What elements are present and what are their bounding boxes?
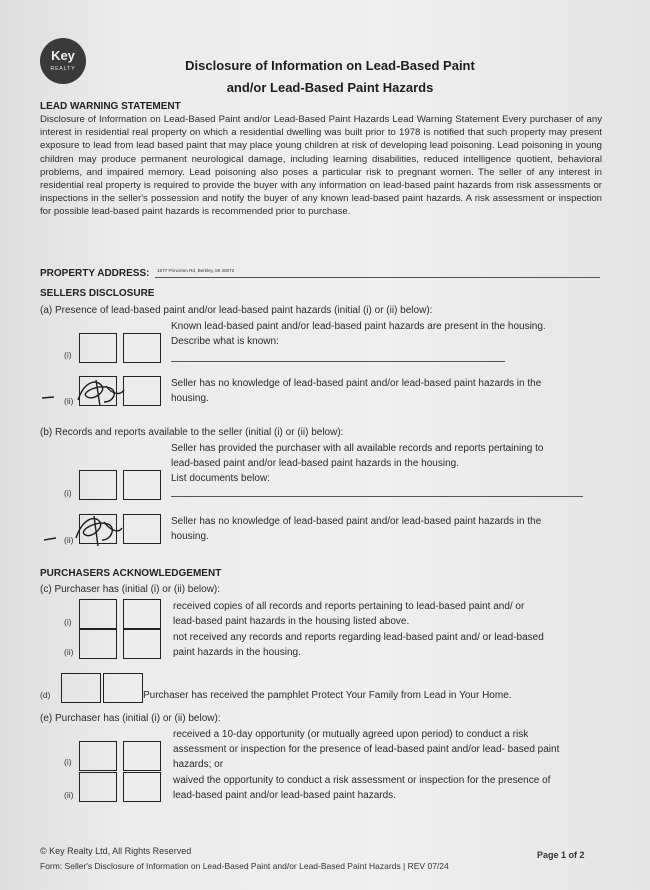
purchasers-c-ii-label: (ii) — [64, 647, 74, 657]
sellers-b-i-text3: List documents below: — [171, 473, 270, 484]
purchasers-c-i-text1: received copies of all records and reports pertaining to lead-based paint and/ or — [173, 601, 525, 612]
purchasers-d-buyer2-initial-box[interactable] — [103, 673, 143, 703]
sellers-b-i-label: (i) — [64, 488, 72, 498]
purchasers-d-buyer1-initial-box[interactable] — [61, 673, 101, 703]
sellers-a-i-seller2-initial-box[interactable] — [123, 333, 161, 363]
footer-page-number: Page 1 of 2 — [537, 850, 585, 860]
logo-subtext: REALTY — [50, 66, 76, 72]
purchasers-e-ii-text2: lead-based paint and/or lead-based paint hazards. — [173, 790, 396, 801]
sellers-b-ii-label: (ii) — [64, 535, 74, 545]
logo-text: Key — [51, 48, 75, 63]
footer-copyright: © Key Realty Ltd, All Rights Reserved — [40, 846, 192, 856]
purchasers-c-i-buyer2-initial-box[interactable] — [123, 599, 161, 629]
sellers-a-i-text2: Describe what is known: — [171, 336, 279, 347]
sellers-b-i-seller1-initial-box[interactable] — [79, 470, 117, 500]
purchasers-c-ii-buyer1-initial-box[interactable] — [79, 629, 117, 659]
page-title-line1: Disclosure of Information on Lead-Based Paint — [185, 58, 475, 73]
sellers-a-ii-text2: housing. — [171, 393, 209, 404]
sellers-b-ii-text2: housing. — [171, 531, 209, 542]
sellers-a-ii-label: (ii) — [64, 396, 74, 406]
sellers-b-i-text2: lead-based paint and/or lead-based paint hazards in the housing. — [171, 458, 459, 469]
footer-form-info: Form: Seller's Disclosure of Information on Lead-Based Paint and/or Lead-Based Paint Hazards | REV 07/24 — [40, 861, 449, 871]
purchasers-c-ii-text1: not received any records and reports regarding lead-based paint and/ or lead-based — [173, 632, 544, 643]
sellers-a-describe-line[interactable] — [171, 361, 505, 362]
purchasers-heading: PURCHASERS ACKNOWLEDGEMENT — [40, 568, 222, 579]
sellers-disclosure-heading: SELLERS DISCLOSURE — [40, 288, 155, 299]
sellers-b-i-text1: Seller has provided the purchaser with all available records and reports pertaining to — [171, 443, 544, 454]
purchasers-e-i-text3: hazards; or — [173, 759, 224, 770]
purchasers-e-ii-text1: waived the opportunity to conduct a risk assessment or inspection for the presence of — [173, 775, 551, 786]
purchasers-e-i-buyer2-initial-box[interactable] — [123, 741, 161, 771]
purchasers-c-ii-text2: paint hazards in the housing. — [173, 647, 301, 658]
purchasers-d-text: Purchaser has received the pamphlet Protect Your Family from Lead in Your Home. — [143, 690, 512, 701]
purchasers-e-ii-buyer2-initial-box[interactable] — [123, 772, 161, 802]
property-address-line — [155, 277, 600, 278]
property-address-value[interactable]: 1977 Princeton Rd, Berkley, MI 48072 — [157, 268, 235, 273]
sellers-a-ii-text1: Seller has no knowledge of lead-based paint and/or lead-based paint hazards in the — [171, 378, 542, 389]
property-address-label: PROPERTY ADDRESS: — [40, 268, 150, 279]
purchasers-e-prompt: (e) Purchaser has (initial (i) or (ii) below): — [40, 713, 221, 724]
purchasers-e-i-buyer1-initial-box[interactable] — [79, 741, 117, 771]
purchasers-e-ii-label: (ii) — [64, 790, 74, 800]
purchasers-e-i-label: (i) — [64, 757, 72, 767]
sellers-b-ii-initials-signature — [40, 508, 130, 550]
sellers-a-i-label: (i) — [64, 350, 72, 360]
sellers-a-ii-initials-signature — [40, 372, 130, 412]
page-title-line2: and/or Lead-Based Paint Hazards — [226, 80, 434, 95]
purchasers-c-i-text2: lead-based paint hazards in the housing listed above. — [173, 616, 410, 627]
key-realty-logo — [40, 38, 86, 84]
purchasers-e-ii-buyer1-initial-box[interactable] — [79, 772, 117, 802]
sellers-b-ii-text1: Seller has no knowledge of lead-based paint and/or lead-based paint hazards in the — [171, 516, 542, 527]
sellers-a-i-text1: Known lead-based paint and/or lead-based paint hazards are present in the housing. — [171, 321, 546, 332]
purchasers-d-label: (d) — [40, 690, 51, 700]
sellers-a-i-seller1-initial-box[interactable] — [79, 333, 117, 363]
sellers-a-prompt: (a) Presence of lead-based paint and/or lead-based paint hazards (initial (i) or (ii) below): — [40, 305, 433, 316]
purchasers-c-ii-buyer2-initial-box[interactable] — [123, 629, 161, 659]
lead-warning-body: Disclosure of Information on Lead-Based Paint and/or Lead-Based Paint Hazards Lead Warning Statement Every purchaser of any interest in residential real property on which a residential dwelling was built prior to 1978 is notified that such property may present exposure to lead from lead based paint that may place young children at risk of developing lead poisoning. Lead poisoning in young children may produce permanent neurological damage, including learning disabilities, reduced intelligence quotient, behavioral problems, and impaired memory. Lead poisoning also poses a particular risk to pregnant women. The seller of any interest in residential real property is required to provide the buyer with any information on lead-based paint hazards from risk assessments or inspections in the seller's possession and notify the buyer of any known lead-based paint hazards. A risk assessment or inspection for possible lead-based paint hazards is recommended prior to purchase. — [40, 114, 602, 218]
sellers-b-prompt: (b) Records and reports available to the seller (initial (i) or (ii) below): — [40, 427, 344, 438]
purchasers-c-i-buyer1-initial-box[interactable] — [79, 599, 117, 629]
purchasers-e-i-text1: received a 10-day opportunity (or mutually agreed upon period) to conduct a risk — [173, 729, 529, 740]
sellers-b-documents-line[interactable] — [171, 496, 583, 497]
lead-warning-heading: LEAD WARNING STATEMENT — [40, 101, 181, 112]
purchasers-c-i-label: (i) — [64, 617, 72, 627]
purchasers-e-i-text2: assessment or inspection for the presence of lead-based paint and/or lead- based paint — [173, 744, 560, 755]
purchasers-c-prompt: (c) Purchaser has (initial (i) or (ii) below): — [40, 584, 221, 595]
sellers-b-i-seller2-initial-box[interactable] — [123, 470, 161, 500]
